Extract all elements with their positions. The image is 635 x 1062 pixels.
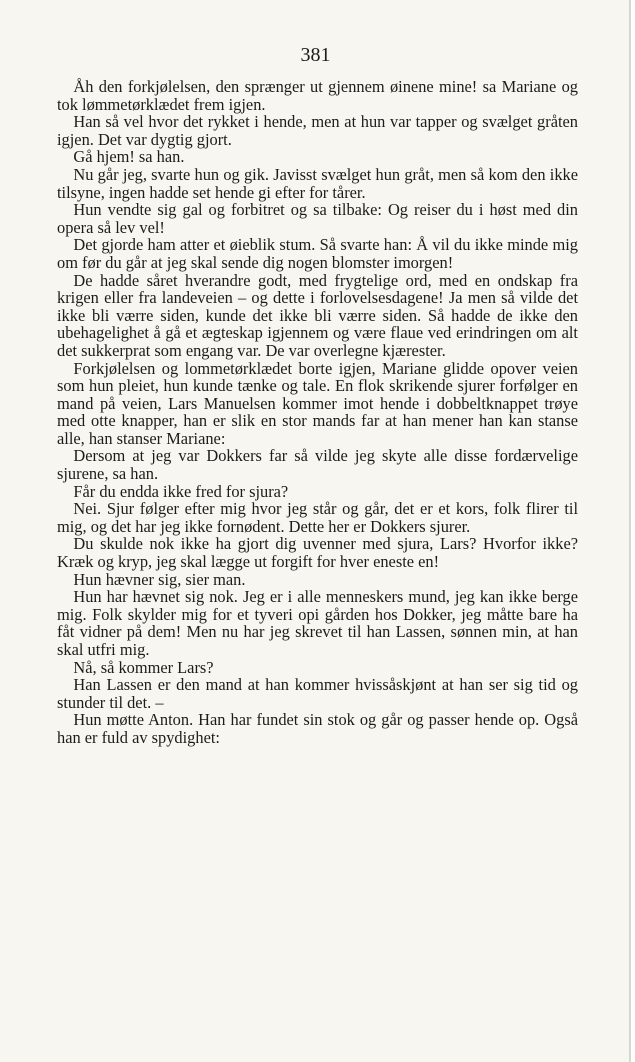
- paragraph: Forkjølelsen og lommetørklædet borte igjen, Mariane glidde opover veien som hun pleiet, hun kunde tænke og tale. En flok skrikende sjurer forfølger en mand på veien, Lars Manuelsen kommer imot hende i dobbeltknappet trøye med otte knapper, han er slik en stor mands far at han mener han kan stanse alle, han stanser Mariane:: [57, 358, 578, 448]
- body-text: [57, 78, 578, 747]
- paragraph: Nu går jeg, svarte hun og gik. Javisst svælget hun gråt, men så kom den ikke tilsyne, ingen hadde set hende gi efter for tårer.: [57, 164, 578, 202]
- paragraph: Det gjorde ham atter et øieblik stum. Så svarte han: Å vil du ikke minde mig om før du går at jeg skal sende dig nogen blomster imorgen!: [57, 235, 578, 272]
- paragraph: Nå, så kommer Lars?: [73, 657, 214, 677]
- paragraph: De hadde såret hverandre godt, med frygtelige ord, med en ondskap fra krigen eller fra landeveien – og dette i forlovelsesdagene! Ja men så vilde det ikke bli værre siden, kunde det ikke bli værre siden. Så hadde de ikke den ubehagelighet å gå et ægteskap igjennem og være flaue ved erindringen om alt det sukkerprat som engang var. De var overlegne kjærester.: [57, 270, 578, 360]
- paragraph: Hun møtte Anton. Han har fundet sin stok og går og passer hende op. Også han er fuld av spydighet:: [57, 710, 578, 747]
- paragraph: Åh den forkjølelsen, den sprænger ut gjennem øinene mine! sa Mariane og tok lømmetørklædet frem igjen.: [57, 77, 578, 114]
- paragraph: Hun hævner sig, sier man.: [73, 569, 246, 589]
- paragraph: Dersom at jeg var Dokkers far så vilde jeg skyte alle disse fordærvelige sjurene, sa han.: [57, 446, 578, 484]
- paragraph: Nei. Sjur følger efter mig hvor jeg står og går, det er et kors, folk flirer til mig, og det har jeg ikke fornødent. Dette her er Dokkers sjurer.: [57, 499, 578, 536]
- paragraph: Får du endda ikke fred for sjura?: [73, 481, 289, 501]
- paragraph: Gå hjem! sa han.: [73, 147, 185, 167]
- paragraph: Han Lassen er den mand at han kommer hvissåskjønt at han ser sig tid og stunder til det. –: [57, 675, 578, 712]
- paragraph: Hun har hævnet sig nok. Jeg er i alle menneskers mund, jeg kan ikke berge mig. Folk skylder mig for et tyveri opi gården hos Dokker, jeg måtte bare ha fåt vidner på dem! Men nu har jeg skrevet til han Lassen, sønnen min, at han skal utfri mig.: [57, 587, 578, 659]
- paragraph: Han så vel hvor det rykket i hende, men at hun var tapper og svælget gråten igjen. Det var dygtig gjort.: [57, 112, 578, 149]
- paragraph: Hun vendte sig gal og forbitret og sa tilbake: Og reiser du i høst med din opera så lev vel!: [57, 200, 578, 237]
- paragraph: Du skulde nok ikke ha gjort dig uvenner med sjura, Lars? Hvorfor ikke? Kræk og kryp, jeg skal lægge ut forgift for hver eneste en!: [57, 534, 578, 572]
- page-number: 381: [300, 44, 331, 66]
